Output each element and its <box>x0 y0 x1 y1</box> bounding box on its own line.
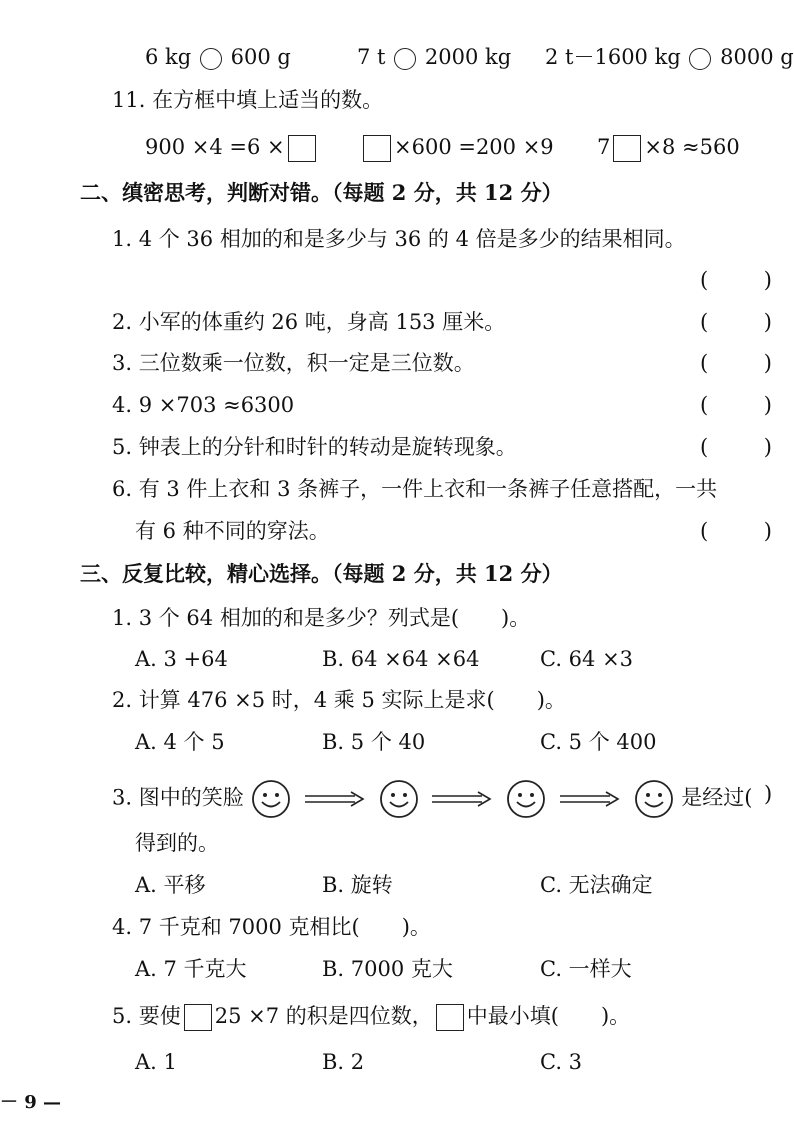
q11-title: 11. 在方框中填上适当的数。 <box>112 88 384 112</box>
choice-q2-a[interactable]: A. 4 个 5 <box>135 730 225 754</box>
q11-expr-3-a: 7 <box>597 135 611 159</box>
choice-q1-a[interactable]: A. 3 +64 <box>135 647 228 671</box>
judge-item-2: 2. 小军的体重约 26 吨，身高 153 厘米。 <box>112 310 506 334</box>
choice-q5-text-c: 中最小填( )。 <box>466 1004 631 1028</box>
answer-box[interactable] <box>363 135 391 162</box>
choice-q3-cont: 得到的。 <box>135 831 219 855</box>
choice-q3 <box>112 778 752 820</box>
judge-item-5: 5. 钟表上的分针和时针的转动是旋转现象。 <box>112 435 517 459</box>
choice-q4-c[interactable]: C. 一样大 <box>540 957 632 981</box>
judge-item-6-cont: 有 6 种不同的穿法。 <box>135 519 330 543</box>
compare-row-b <box>357 43 511 71</box>
q11-expr-2-text: ×600 =200 ×9 <box>394 135 554 159</box>
judge-item-6: 6. 有 3 件上衣和 3 条裤子，一件上衣和一条裤子任意搭配，一共 <box>112 477 718 501</box>
choice-q5-c[interactable]: C. 3 <box>540 1050 583 1074</box>
compare-row <box>145 43 291 71</box>
choice-q3-b[interactable]: B. 旋转 <box>322 873 393 897</box>
q11-expr-1 <box>145 133 319 162</box>
compare-circle-blank[interactable] <box>200 48 222 70</box>
choice-q4-a[interactable]: A. 7 千克大 <box>135 957 247 981</box>
choice-q5-text-b: 25 ×7 的积是四位数， <box>214 1004 433 1028</box>
judge-item-1: 1. 4 个 36 相加的和是多少与 36 的 4 倍是多少的结果相同。 <box>112 227 686 251</box>
choice-q1: 1. 3 个 64 相加的和是多少？列式是( )。 <box>112 606 531 630</box>
choice-q5-text-a: 5. 要使 <box>112 1004 181 1028</box>
choice-q4-b[interactable]: B. 7000 克大 <box>322 957 453 981</box>
smiley-face-icon <box>505 778 547 820</box>
choice-q1-b[interactable]: B. 64 ×64 ×64 <box>322 647 480 671</box>
compare-circle-blank[interactable] <box>394 48 416 70</box>
choice-q3-a[interactable]: A. 平移 <box>135 873 206 897</box>
choice-q3-text: 3. 图中的笑脸 <box>112 785 244 810</box>
choice-q3-c[interactable]: C. 无法确定 <box>540 873 653 897</box>
smiley-face-icon <box>378 778 420 820</box>
choice-q2: 2. 计算 476 ×5 时，4 乘 5 实际上是求( )。 <box>112 688 566 712</box>
choice-q3-close-paren[interactable]: ) <box>764 782 773 806</box>
q11-expr-1-text: 900 ×4 =6 × <box>145 135 285 159</box>
answer-paren[interactable]: ( ) <box>700 519 772 543</box>
compare-c-left: 2 t－1600 kg <box>545 45 681 69</box>
smiley-face-icon <box>250 778 292 820</box>
compare-c-right: 8000 g <box>720 45 794 69</box>
compare-row-c <box>545 43 794 71</box>
q11-expr-3-b: ×8 ≈560 <box>644 135 740 159</box>
choice-q4: 4. 7 千克和 7000 克相比( )。 <box>112 915 431 939</box>
answer-box[interactable] <box>436 1004 464 1031</box>
compare-circle-blank[interactable] <box>689 48 711 70</box>
choice-q5-a[interactable]: A. 1 <box>135 1050 177 1074</box>
answer-paren[interactable]: ( ) <box>700 393 772 417</box>
page-number: － 9 — <box>0 1092 62 1113</box>
compare-a-right: 600 g <box>230 45 291 69</box>
choice-q2-c[interactable]: C. 5 个 400 <box>540 730 657 754</box>
compare-b-right: 2000 kg <box>424 45 512 69</box>
answer-box[interactable] <box>184 1004 212 1031</box>
double-arrow-icon <box>430 789 494 809</box>
choice-q5 <box>112 1002 630 1031</box>
judge-item-4: 4. 9 ×703 ≈6300 <box>112 393 295 417</box>
answer-paren[interactable]: ( ) <box>700 268 772 292</box>
answer-paren[interactable]: ( ) <box>700 435 772 459</box>
section3-title: 三、反复比较，精心选择。（每题 2 分，共 12 分） <box>80 561 563 586</box>
answer-paren[interactable]: ( ) <box>700 351 772 375</box>
double-arrow-icon <box>303 789 367 809</box>
answer-box[interactable] <box>288 135 316 162</box>
q11-expr-3 <box>597 133 740 162</box>
judge-item-3: 3. 三位数乘一位数，积一定是三位数。 <box>112 351 475 375</box>
answer-paren[interactable]: ( ) <box>700 310 772 334</box>
choice-q5-b[interactable]: B. 2 <box>322 1050 365 1074</box>
answer-box[interactable] <box>613 135 641 162</box>
compare-b-left: 7 t <box>357 45 386 69</box>
q11-expr-2 <box>360 133 554 162</box>
double-arrow-icon <box>558 789 622 809</box>
smiley-face-icon <box>633 778 675 820</box>
choice-q2-b[interactable]: B. 5 个 40 <box>322 730 426 754</box>
section2-title: 二、缜密思考，判断对错。（每题 2 分，共 12 分） <box>80 180 563 205</box>
choice-q3-text-b: 是经过( <box>681 785 753 810</box>
choice-q1-c[interactable]: C. 64 ×3 <box>540 647 634 671</box>
compare-a-left: 6 kg <box>145 45 192 69</box>
